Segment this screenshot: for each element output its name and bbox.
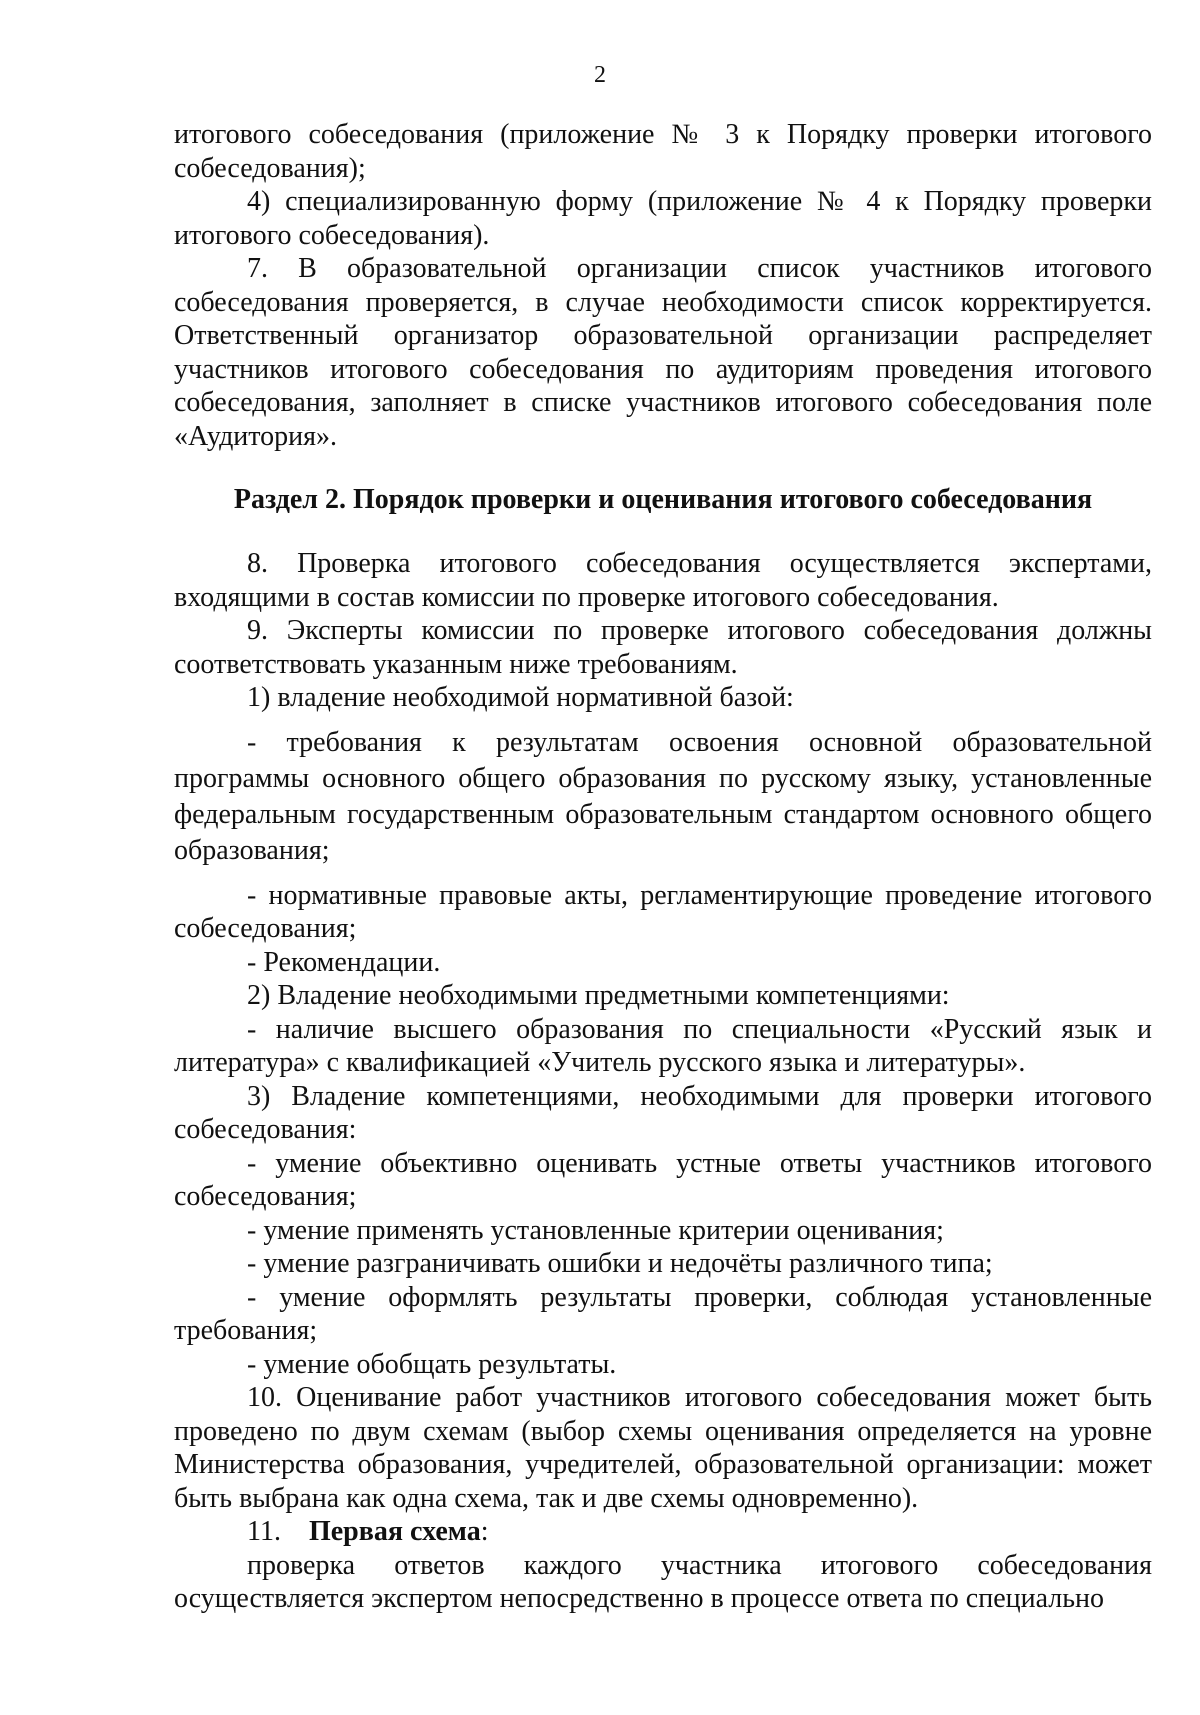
paragraph: 10. Оценивание работ участников итогового собеседования может быть проведено по двум схемам (выбор схемы оценивания определяется на уровне Министерства образования, учредителей, образовательной организации: может быть выбрана как одна схема, так и две схемы одновременно). [174,1382,1152,1514]
paragraph: 7. В образовательной организации список участников итогового собеседования проверяется, в случае необходимости список корректируется. Ответственный организатор образовательной организации распределяет участников итогового собеседования по аудиториям проведения итогового собеседования, заполняет в списке участников итогового собеседования поле «Аудитория». [174,253,1152,452]
list-item: - умение обобщать результаты. [247,1348,617,1380]
list-item: - умение объективно оценивать устные ответы участников итогового собеседования; [174,1147,1152,1212]
paragraph: итогового собеседования (приложение № 3 к Порядку проверки итогового собеседования); [174,119,1152,184]
item-11-heading [174,1515,1152,1549]
list-item: - умение применять установленные критерии оценивания; [247,1214,944,1246]
list-item: - умение оформлять результаты проверки, соблюдая установленные требования; [174,1281,1152,1346]
list-item: - умение разграничивать ошибки и недочёты различного типа; [247,1248,993,1279]
paragraph: проверка ответов каждого участника итогового собеседования осуществляется экспертом непосредственно в процессе ответа по специально [174,1549,1152,1614]
paragraph: 4) специализированную форму (приложение № 4 к Порядку проверки итогового собеседования). [174,186,1152,251]
document-body [174,118,1152,1616]
paragraph: 8. Проверка итогового собеседования осуществляется экспертами, входящими в состав комиссии по проверке итогового собеседования. [174,548,1152,613]
item-number: 11. [247,1516,281,1547]
item-title: Первая схема [308,1516,481,1547]
list-item: - нормативные правовые акты, регламентирующие проведение итогового собеседования; [174,879,1152,944]
section-heading: Раздел 2. Порядок проверки и оценивания итогового собеседования [233,484,1093,515]
list-item: 1) владение необходимой нормативной базой: [247,682,794,713]
list-item: 2) Владение необходимыми предметными компетенциями: [247,980,950,1011]
list-item: - требования к результатам освоения основной образовательной программы основного общего образования по русскому языку, установленные федеральным государственным образовательным стандартом основного общего образования; [174,726,1152,866]
item-colon: : [480,1516,489,1547]
list-item: - Рекомендации. [247,946,441,978]
paragraph: 9. Эксперты комиссии по проверке итогового собеседования должны соответствовать указанным ниже требованиям. [174,615,1152,680]
list-item: 3) Владение компетенциями, необходимыми для проверки итогового собеседования: [174,1080,1152,1145]
page-number: 2 [594,62,606,88]
list-item: - наличие высшего образования по специальности «Русский язык и литература» с квалификацией «Учитель русского языка и литературы». [174,1013,1152,1078]
